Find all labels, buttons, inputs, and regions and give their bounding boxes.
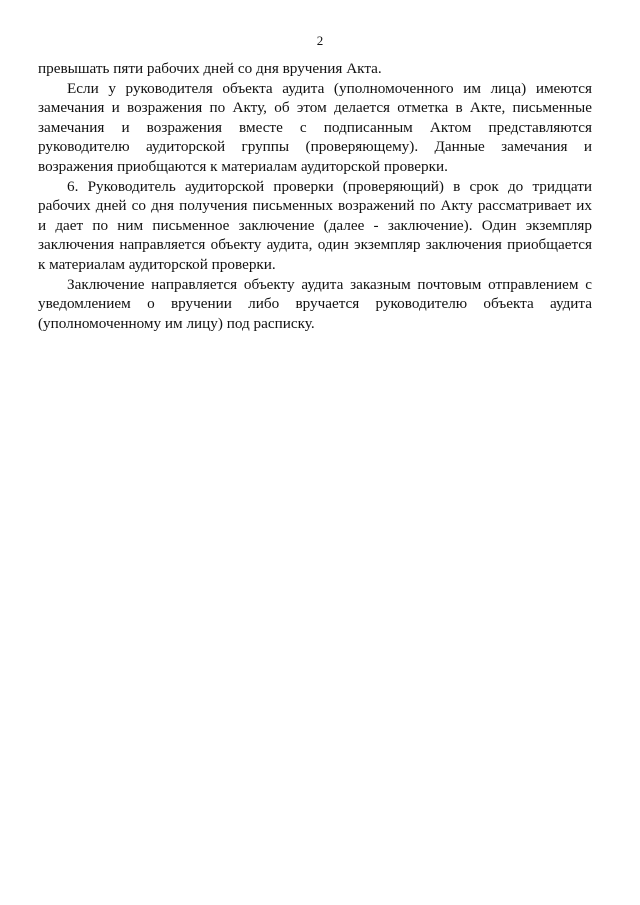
text-line: заключения направляется объекту аудита, один экземпляр заключения приобщается [38, 236, 592, 254]
text-line: Если у руководителя объекта аудита (уполномоченного им лица) имеются [67, 79, 592, 97]
text-line: замечания и возражения по Акту, об этом делается отметка в Акте, письменные [38, 99, 592, 117]
text-line: превышать пяти рабочих дней со дня вручения Акта. [38, 60, 382, 77]
text-line: Заключение направляется объекту аудита заказным почтовым отправлением с [67, 275, 592, 293]
text-line: возражения приобщаются к материалам аудиторской проверки. [38, 157, 448, 175]
text-line: замечания и возражения вместе с подписанным Актом представляются [38, 118, 592, 136]
page-number: 2 [316, 33, 324, 48]
text-line: (уполномоченному им лицу) под расписку. [38, 314, 315, 332]
document-body [38, 59, 592, 333]
text-line: к материалам аудиторской проверки. [38, 255, 276, 273]
text-line: уведомлением о вручении либо вручается руководителю объекта аудита [38, 295, 592, 313]
text-line: и дает по ним письменное заключение (далее - заключение). Один экземпляр [38, 216, 592, 234]
text-line: рабочих дней со дня получения письменных возражений по Акту рассматривает их [38, 197, 592, 215]
text-line: руководителю аудиторской группы (проверяющему). Данные замечания и [38, 138, 592, 156]
text-line: 6. Руководитель аудиторской проверки (проверяющий) в срок до тридцати [67, 177, 592, 195]
